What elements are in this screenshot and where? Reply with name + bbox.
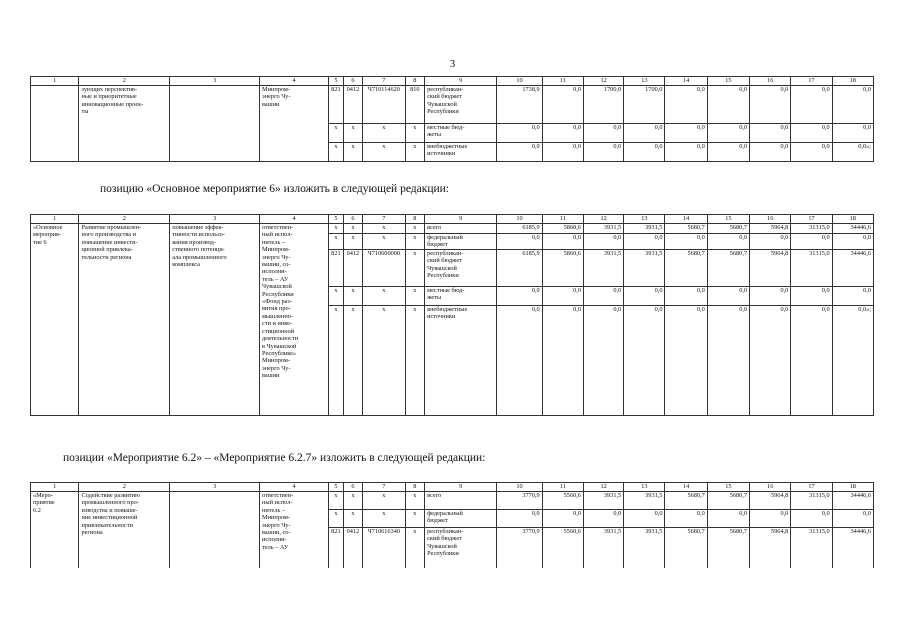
- column-number: 11: [542, 483, 583, 492]
- column-number: 17: [791, 215, 832, 224]
- column-number: 1: [31, 483, 79, 492]
- column-number: 8: [405, 215, 425, 224]
- funding-value: 31315,0: [791, 224, 832, 234]
- column-number: 10: [497, 483, 542, 492]
- column-number: 1: [31, 215, 79, 224]
- funding-source: всего: [425, 224, 497, 234]
- section-code: x: [343, 305, 363, 415]
- target-indicator: [170, 492, 260, 568]
- column-number: 12: [583, 77, 623, 86]
- grbs-code: x: [329, 124, 343, 143]
- column-number: 5: [329, 77, 343, 86]
- expense-type-code: x: [405, 305, 425, 415]
- expense-type-code: x: [405, 143, 425, 162]
- funding-value: 0,0: [497, 286, 542, 305]
- funding-value: 0,0: [624, 286, 665, 305]
- funding-value: 0,0: [583, 234, 623, 250]
- funding-value: 0,0: [497, 143, 542, 162]
- grbs-code: 821: [329, 528, 343, 568]
- funding-value: 0,0: [665, 305, 707, 415]
- funding-value: 5860,6: [542, 249, 583, 286]
- funding-value: 1700,0: [624, 86, 665, 124]
- funding-value: 0,0: [624, 234, 665, 250]
- page-number: 3: [449, 58, 456, 70]
- responsible-executor: ответствен- ный испол- нитель – Минпром- энерго Чу- вашии, со- исполни- тель – АУ: [260, 492, 329, 568]
- funding-source: республикан- ский бюджет Чувашской Республики: [425, 528, 497, 568]
- funding-value: 0,0: [750, 124, 791, 143]
- funding-value: 5964,8: [750, 528, 791, 568]
- target-article-code: Ч710616340: [363, 528, 405, 568]
- column-number: 3: [170, 483, 260, 492]
- funding-value: 3770,9: [497, 492, 542, 510]
- funding-value: 0,0: [583, 143, 623, 162]
- funding-value: 0,0: [665, 510, 707, 528]
- funding-value: 0,0: [497, 305, 542, 415]
- grbs-code: x: [329, 143, 343, 162]
- funding-value: 0,0: [707, 305, 749, 415]
- column-number: 2: [79, 483, 170, 492]
- column-number: 10: [497, 215, 542, 224]
- funding-source: федеральный бюджет: [425, 234, 497, 250]
- funding-value: 0,0: [791, 234, 832, 250]
- column-number: 13: [624, 77, 665, 86]
- column-number: 7: [363, 215, 405, 224]
- funding-value: 0,0: [832, 86, 873, 124]
- column-number: 5: [329, 483, 343, 492]
- target-article-code: x: [363, 124, 405, 143]
- funding-value: 0,0: [542, 286, 583, 305]
- funding-value: 3931,5: [583, 249, 623, 286]
- funding-value: 5680,7: [665, 224, 707, 234]
- funding-source: республикан- ский бюджет Чувашской Республики: [425, 249, 497, 286]
- column-number: 16: [750, 77, 791, 86]
- row-label: «Меро- приятие 6.2: [31, 492, 79, 568]
- column-number: 2: [79, 215, 170, 224]
- funding-value: 5680,7: [707, 492, 749, 510]
- target-indicator: повышение эффек- тивности использо- вания производ- ственного потенци- ала промышленного комплекса: [170, 224, 260, 416]
- funding-value: 5680,7: [707, 224, 749, 234]
- funding-value: 0,0: [624, 305, 665, 415]
- funding-value: 0,0: [750, 286, 791, 305]
- target-article-code: x: [363, 143, 405, 162]
- target-article-code: x: [363, 234, 405, 250]
- funding-source: внебюджетные источники: [425, 143, 497, 162]
- expense-type-code: x: [405, 124, 425, 143]
- expense-type-code: x: [405, 492, 425, 510]
- expense-type-code: x: [405, 249, 425, 286]
- funding-value: 0,0: [665, 124, 707, 143]
- funding-value: 0,0: [542, 86, 583, 124]
- table-row: [31, 86, 874, 124]
- funding-value: 5680,7: [665, 492, 707, 510]
- funding-value: 0,0: [665, 143, 707, 162]
- funding-value: 0,0: [583, 286, 623, 305]
- funding-value: 0,0: [542, 124, 583, 143]
- funding-value: 0,0: [750, 143, 791, 162]
- column-number: 15: [707, 215, 749, 224]
- paragraph-main-event-6: позицию «Основное мероприятие 6» изложить в следующей редакции:: [100, 183, 449, 195]
- column-number: 14: [665, 483, 707, 492]
- column-number: 11: [542, 77, 583, 86]
- target-article-code: x: [363, 286, 405, 305]
- column-number: 1: [31, 77, 79, 86]
- funding-value: 5560,6: [542, 492, 583, 510]
- funding-source: внебюджетные источники: [425, 305, 497, 415]
- table-row: [31, 224, 874, 234]
- funding-value: 3931,5: [624, 224, 665, 234]
- table-event-6-2: [30, 482, 874, 568]
- paragraph-event-6-2: позиции «Мероприятие 6.2» – «Мероприятие 6.2.7» изложить в следующей редакции:: [63, 452, 486, 464]
- funding-value: 0,0: [665, 286, 707, 305]
- expense-type-code: 810: [405, 86, 425, 124]
- funding-value: 5964,8: [750, 249, 791, 286]
- funding-value: 0,0: [707, 234, 749, 250]
- funding-source: всего: [425, 492, 497, 510]
- section-code: x: [343, 124, 363, 143]
- funding-value: 0,0: [583, 305, 623, 415]
- expense-type-code: x: [405, 234, 425, 250]
- funding-value: 0,0: [707, 86, 749, 124]
- funding-value: 0,0: [791, 305, 832, 415]
- column-number: 15: [707, 77, 749, 86]
- target-article-code: x: [363, 224, 405, 234]
- section-code: x: [343, 234, 363, 250]
- funding-value: 0,0: [750, 234, 791, 250]
- column-number: 17: [791, 77, 832, 86]
- row-label: «Основное мероприя- тие 6: [31, 224, 79, 416]
- funding-value: 0,0: [750, 305, 791, 415]
- column-number: 9: [425, 77, 497, 86]
- funding-value: 5860,6: [542, 224, 583, 234]
- column-number: 18: [832, 483, 873, 492]
- section-code: x: [343, 224, 363, 234]
- funding-value: 0,0: [832, 234, 873, 250]
- target-indicator: [170, 86, 260, 162]
- column-number: 18: [832, 215, 873, 224]
- section-code: x: [343, 492, 363, 510]
- column-number: 11: [542, 215, 583, 224]
- funding-value: 0,0: [542, 305, 583, 415]
- column-number: 4: [260, 483, 329, 492]
- column-number: 14: [665, 215, 707, 224]
- responsible-executor: Минпром- энерго Чу- вашии: [260, 86, 329, 162]
- funding-value: 34446,6: [832, 528, 873, 568]
- column-number: 12: [583, 483, 623, 492]
- grbs-code: x: [329, 286, 343, 305]
- column-number: 7: [363, 77, 405, 86]
- column-number: 15: [707, 483, 749, 492]
- column-number: 9: [425, 483, 497, 492]
- funding-value: 0,0: [583, 510, 623, 528]
- funding-value: 0,0: [665, 86, 707, 124]
- column-number: 6: [343, 215, 363, 224]
- expense-type-code: x: [405, 510, 425, 528]
- funding-value: 0,0: [832, 286, 873, 305]
- funding-source: федеральный бюджет: [425, 510, 497, 528]
- funding-value: 0,0: [624, 143, 665, 162]
- column-number: 3: [170, 215, 260, 224]
- column-number: 14: [665, 77, 707, 86]
- column-number: 3: [170, 77, 260, 86]
- funding-value: 3931,5: [624, 249, 665, 286]
- section-code: x: [343, 286, 363, 305]
- column-number: 6: [343, 77, 363, 86]
- expense-type-code: x: [405, 224, 425, 234]
- target-article-code: Ч710114620: [363, 86, 405, 124]
- column-number: 10: [497, 77, 542, 86]
- funding-value: 0,0: [791, 86, 832, 124]
- funding-value: 0,0: [583, 124, 623, 143]
- funding-value: 0,0: [791, 510, 832, 528]
- funding-value: 0,0»;: [832, 305, 873, 415]
- column-number: 12: [583, 215, 623, 224]
- funding-value: 0,0: [707, 143, 749, 162]
- section-code: 0412: [343, 249, 363, 286]
- funding-value: 5680,7: [707, 528, 749, 568]
- funding-value: 0,0: [497, 124, 542, 143]
- expense-type-code: x: [405, 286, 425, 305]
- funding-value: 0,0: [791, 124, 832, 143]
- funding-value: 0,0: [750, 510, 791, 528]
- grbs-code: x: [329, 224, 343, 234]
- target-article-code: x: [363, 305, 405, 415]
- funding-value: 0,0: [542, 143, 583, 162]
- column-number: 16: [750, 483, 791, 492]
- grbs-code: x: [329, 234, 343, 250]
- funding-value: 5680,7: [707, 249, 749, 286]
- grbs-code: x: [329, 510, 343, 528]
- funding-value: 0,0: [707, 286, 749, 305]
- funding-value: 0,0: [497, 510, 542, 528]
- column-number: 6: [343, 483, 363, 492]
- measure-name: Развитие промышлен- ного производства и повышение инвести- ционной привлека- тельности региона: [79, 224, 170, 416]
- target-article-code: x: [363, 492, 405, 510]
- row-label: [31, 86, 79, 162]
- column-number: 16: [750, 215, 791, 224]
- column-number: 2: [79, 77, 170, 86]
- column-number: 4: [260, 215, 329, 224]
- funding-value: 0,0»;: [832, 143, 873, 162]
- funding-value: 31315,0: [791, 528, 832, 568]
- funding-value: 0,0: [707, 510, 749, 528]
- funding-value: 5680,7: [665, 528, 707, 568]
- measure-name: зующих перспектив- ные и приоритетные инновационные проек- ты: [79, 86, 170, 162]
- expense-type-code: x: [405, 528, 425, 568]
- funding-value: 31315,0: [791, 249, 832, 286]
- section-code: x: [343, 510, 363, 528]
- funding-source: местные бюд- жеты: [425, 286, 497, 305]
- funding-source: местные бюд- жеты: [425, 124, 497, 143]
- funding-value: 34446,6: [832, 224, 873, 234]
- funding-value: 0,0: [624, 124, 665, 143]
- funding-value: 5560,6: [542, 528, 583, 568]
- funding-value: 6185,9: [497, 249, 542, 286]
- target-article-code: x: [363, 510, 405, 528]
- grbs-code: x: [329, 492, 343, 510]
- column-number: 18: [832, 77, 873, 86]
- column-number: 13: [624, 483, 665, 492]
- funding-value: 34446,6: [832, 492, 873, 510]
- funding-value: 6185,9: [497, 224, 542, 234]
- column-number: 5: [329, 215, 343, 224]
- funding-value: 5680,7: [665, 249, 707, 286]
- funding-value: 0,0: [665, 234, 707, 250]
- funding-value: 3931,5: [583, 492, 623, 510]
- funding-value: 0,0: [624, 510, 665, 528]
- funding-value: 3931,5: [583, 224, 623, 234]
- funding-value: 0,0: [791, 286, 832, 305]
- measure-name: Содействие развитию промышленного про- изводства и повыше- ние инвестиционной привлекательности региона: [79, 492, 170, 568]
- funding-value: 0,0: [791, 143, 832, 162]
- funding-value: 1700,0: [583, 86, 623, 124]
- funding-value: 0,0: [497, 234, 542, 250]
- grbs-code: x: [329, 305, 343, 415]
- table-row: [31, 492, 874, 510]
- column-number: 8: [405, 483, 425, 492]
- responsible-executor: ответствен- ный испол- нитель – Минпром- энерго Чу- вашии, со- исполни- тель – АУ Чувашской Республики «Фонд раз- вития про- мышленно- сти и инве- стиционной деятельности в Чувашской Республике» Минпром- энерго Чу- вашии: [260, 224, 329, 416]
- grbs-code: 821: [329, 86, 343, 124]
- column-number: 13: [624, 215, 665, 224]
- section-code: 0412: [343, 528, 363, 568]
- column-number: 9: [425, 215, 497, 224]
- funding-value: 5964,8: [750, 224, 791, 234]
- column-number: 4: [260, 77, 329, 86]
- funding-value: 3931,5: [583, 528, 623, 568]
- grbs-code: 821: [329, 249, 343, 286]
- target-article-code: Ч710600000: [363, 249, 405, 286]
- table-program-continuation: [30, 76, 874, 162]
- section-code: 0412: [343, 86, 363, 124]
- column-number: 8: [405, 77, 425, 86]
- funding-value: 0,0: [832, 510, 873, 528]
- funding-value: 0,0: [832, 124, 873, 143]
- funding-value: 3931,5: [624, 528, 665, 568]
- funding-value: 34446,6: [832, 249, 873, 286]
- section-code: x: [343, 143, 363, 162]
- funding-value: 31315,0: [791, 492, 832, 510]
- funding-value: 1738,9: [497, 86, 542, 124]
- funding-value: 3770,9: [497, 528, 542, 568]
- funding-source: республикан- ский бюджет Чувашской Республики: [425, 86, 497, 124]
- funding-value: 0,0: [750, 86, 791, 124]
- funding-value: 0,0: [542, 234, 583, 250]
- column-number: 17: [791, 483, 832, 492]
- column-number: 7: [363, 483, 405, 492]
- funding-value: 5964,8: [750, 492, 791, 510]
- funding-value: 0,0: [542, 510, 583, 528]
- table-main-event-6: [30, 214, 874, 416]
- funding-value: 0,0: [707, 124, 749, 143]
- funding-value: 3931,5: [624, 492, 665, 510]
